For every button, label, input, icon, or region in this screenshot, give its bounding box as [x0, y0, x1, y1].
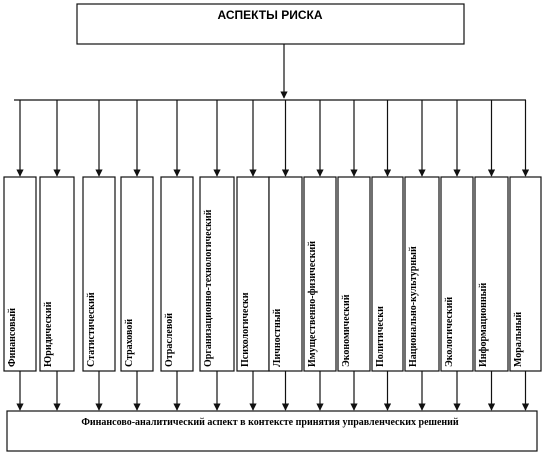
- aspect-label-10: Политически: [375, 306, 386, 367]
- aspect-label-6: Психологически: [240, 292, 251, 367]
- aspect-label-5: Организационно-технологический: [203, 209, 214, 367]
- aspect-columns: [4, 100, 541, 410]
- aspect-label-13: Информационный: [478, 282, 489, 367]
- aspect-label-8: Имущественно-физический: [307, 240, 318, 367]
- aspect-label-7: Личностный: [272, 308, 283, 367]
- aspect-label-2: Статистический: [86, 292, 97, 367]
- aspect-label-11: Национально-культурный: [408, 246, 419, 367]
- bottom-box-label: Финансово-аналитический аспект в контексте принятия управленческих решений: [81, 417, 459, 428]
- aspect-label-0: Финансовый: [7, 307, 18, 367]
- aspect-label-9: Экономический: [341, 294, 352, 367]
- top-box-title: АСПЕКТЫ РИСКА: [217, 8, 323, 22]
- aspect-label-3: Страховой: [124, 318, 135, 367]
- aspect-label-1: Юридический: [43, 301, 54, 367]
- aspect-label-14: Моральный: [513, 311, 524, 367]
- aspect-label-4: Отраслевой: [164, 313, 175, 367]
- aspect-label-12: Экологический: [444, 296, 455, 367]
